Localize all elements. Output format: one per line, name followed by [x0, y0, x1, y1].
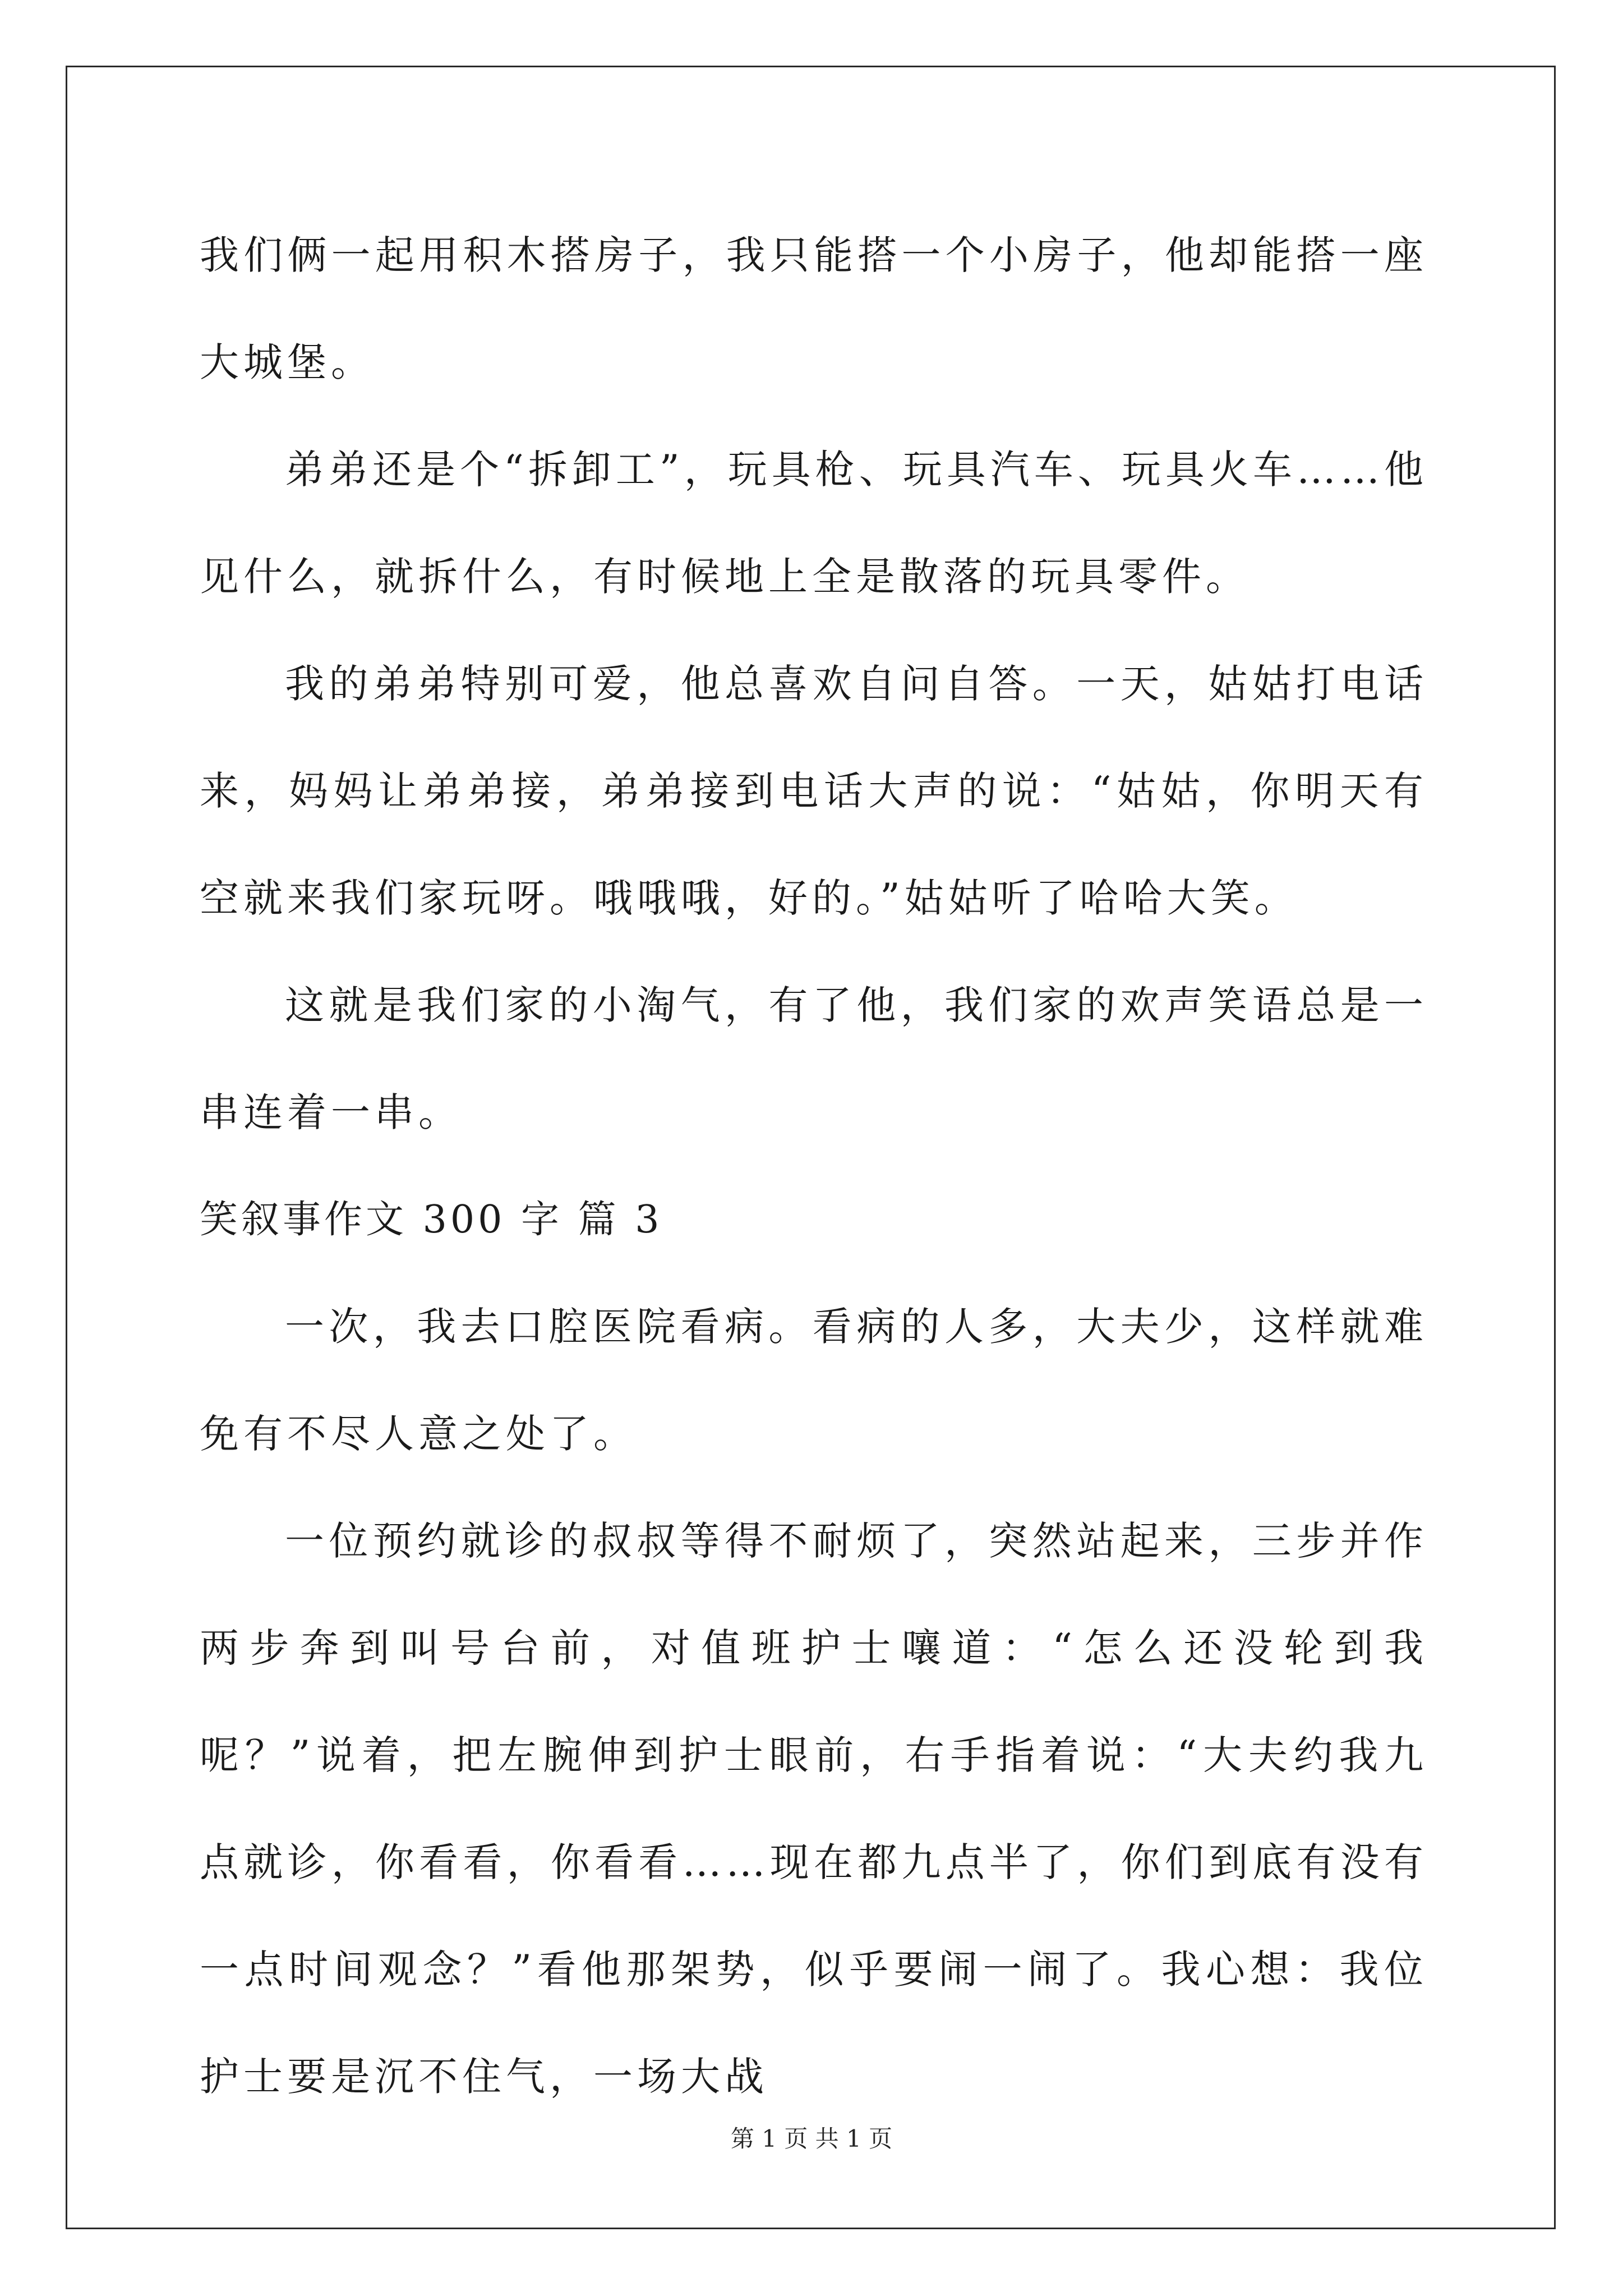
page-footer: 第 1 页 共 1 页: [730, 2125, 893, 2152]
document-body: [200, 202, 1428, 2131]
paragraph-5: 一次，我去口腔医院看病。看病的人多，大夫少，这样就难免有不尽人意之处了。: [200, 1304, 1428, 1457]
paragraph-3: 我的弟弟特别可爱，他总喜欢自问自答。一天，姑姑打电话来，妈妈让弟弟接，弟弟接到电话大声的说：“姑姑，你明天有空就来我们家玩呀。哦哦哦，好的。”姑姑听了哈哈大笑。: [200, 661, 1428, 921]
paragraph-1: 我们俩一起用积木搭房子，我只能搭一个小房子，他却能搭一座大城堡。: [200, 232, 1428, 385]
paragraph-4: 这就是我们家的小淘气，有了他，我们家的欢声笑语总是一串连着一串。: [200, 982, 1428, 1135]
section-heading: 笑叙事作文 300 字 篇 3: [200, 1198, 663, 1242]
paragraph-6: 一位预约就诊的叔叔等得不耐烦了，突然站起来，三步并作两步奔到叫号台前，对值班护士嚷道：“怎么还没轮到我呢？”说着，把左腕伸到护士眼前，右手指着说：“大夫约我九点就诊，你看看，你看看……现在都九点半了，你们到底有没有一点时间观念？”看他那架势，似乎要闹一闹了。我心想：我位护士要是沉不住气，一场大战: [200, 1518, 1428, 2100]
paragraph-2: 弟弟还是个“拆卸工”，玩具枪、玩具汽车、玩具火车……他见什么，就拆什么，有时候地上全是散落的玩具零件。: [200, 447, 1428, 600]
